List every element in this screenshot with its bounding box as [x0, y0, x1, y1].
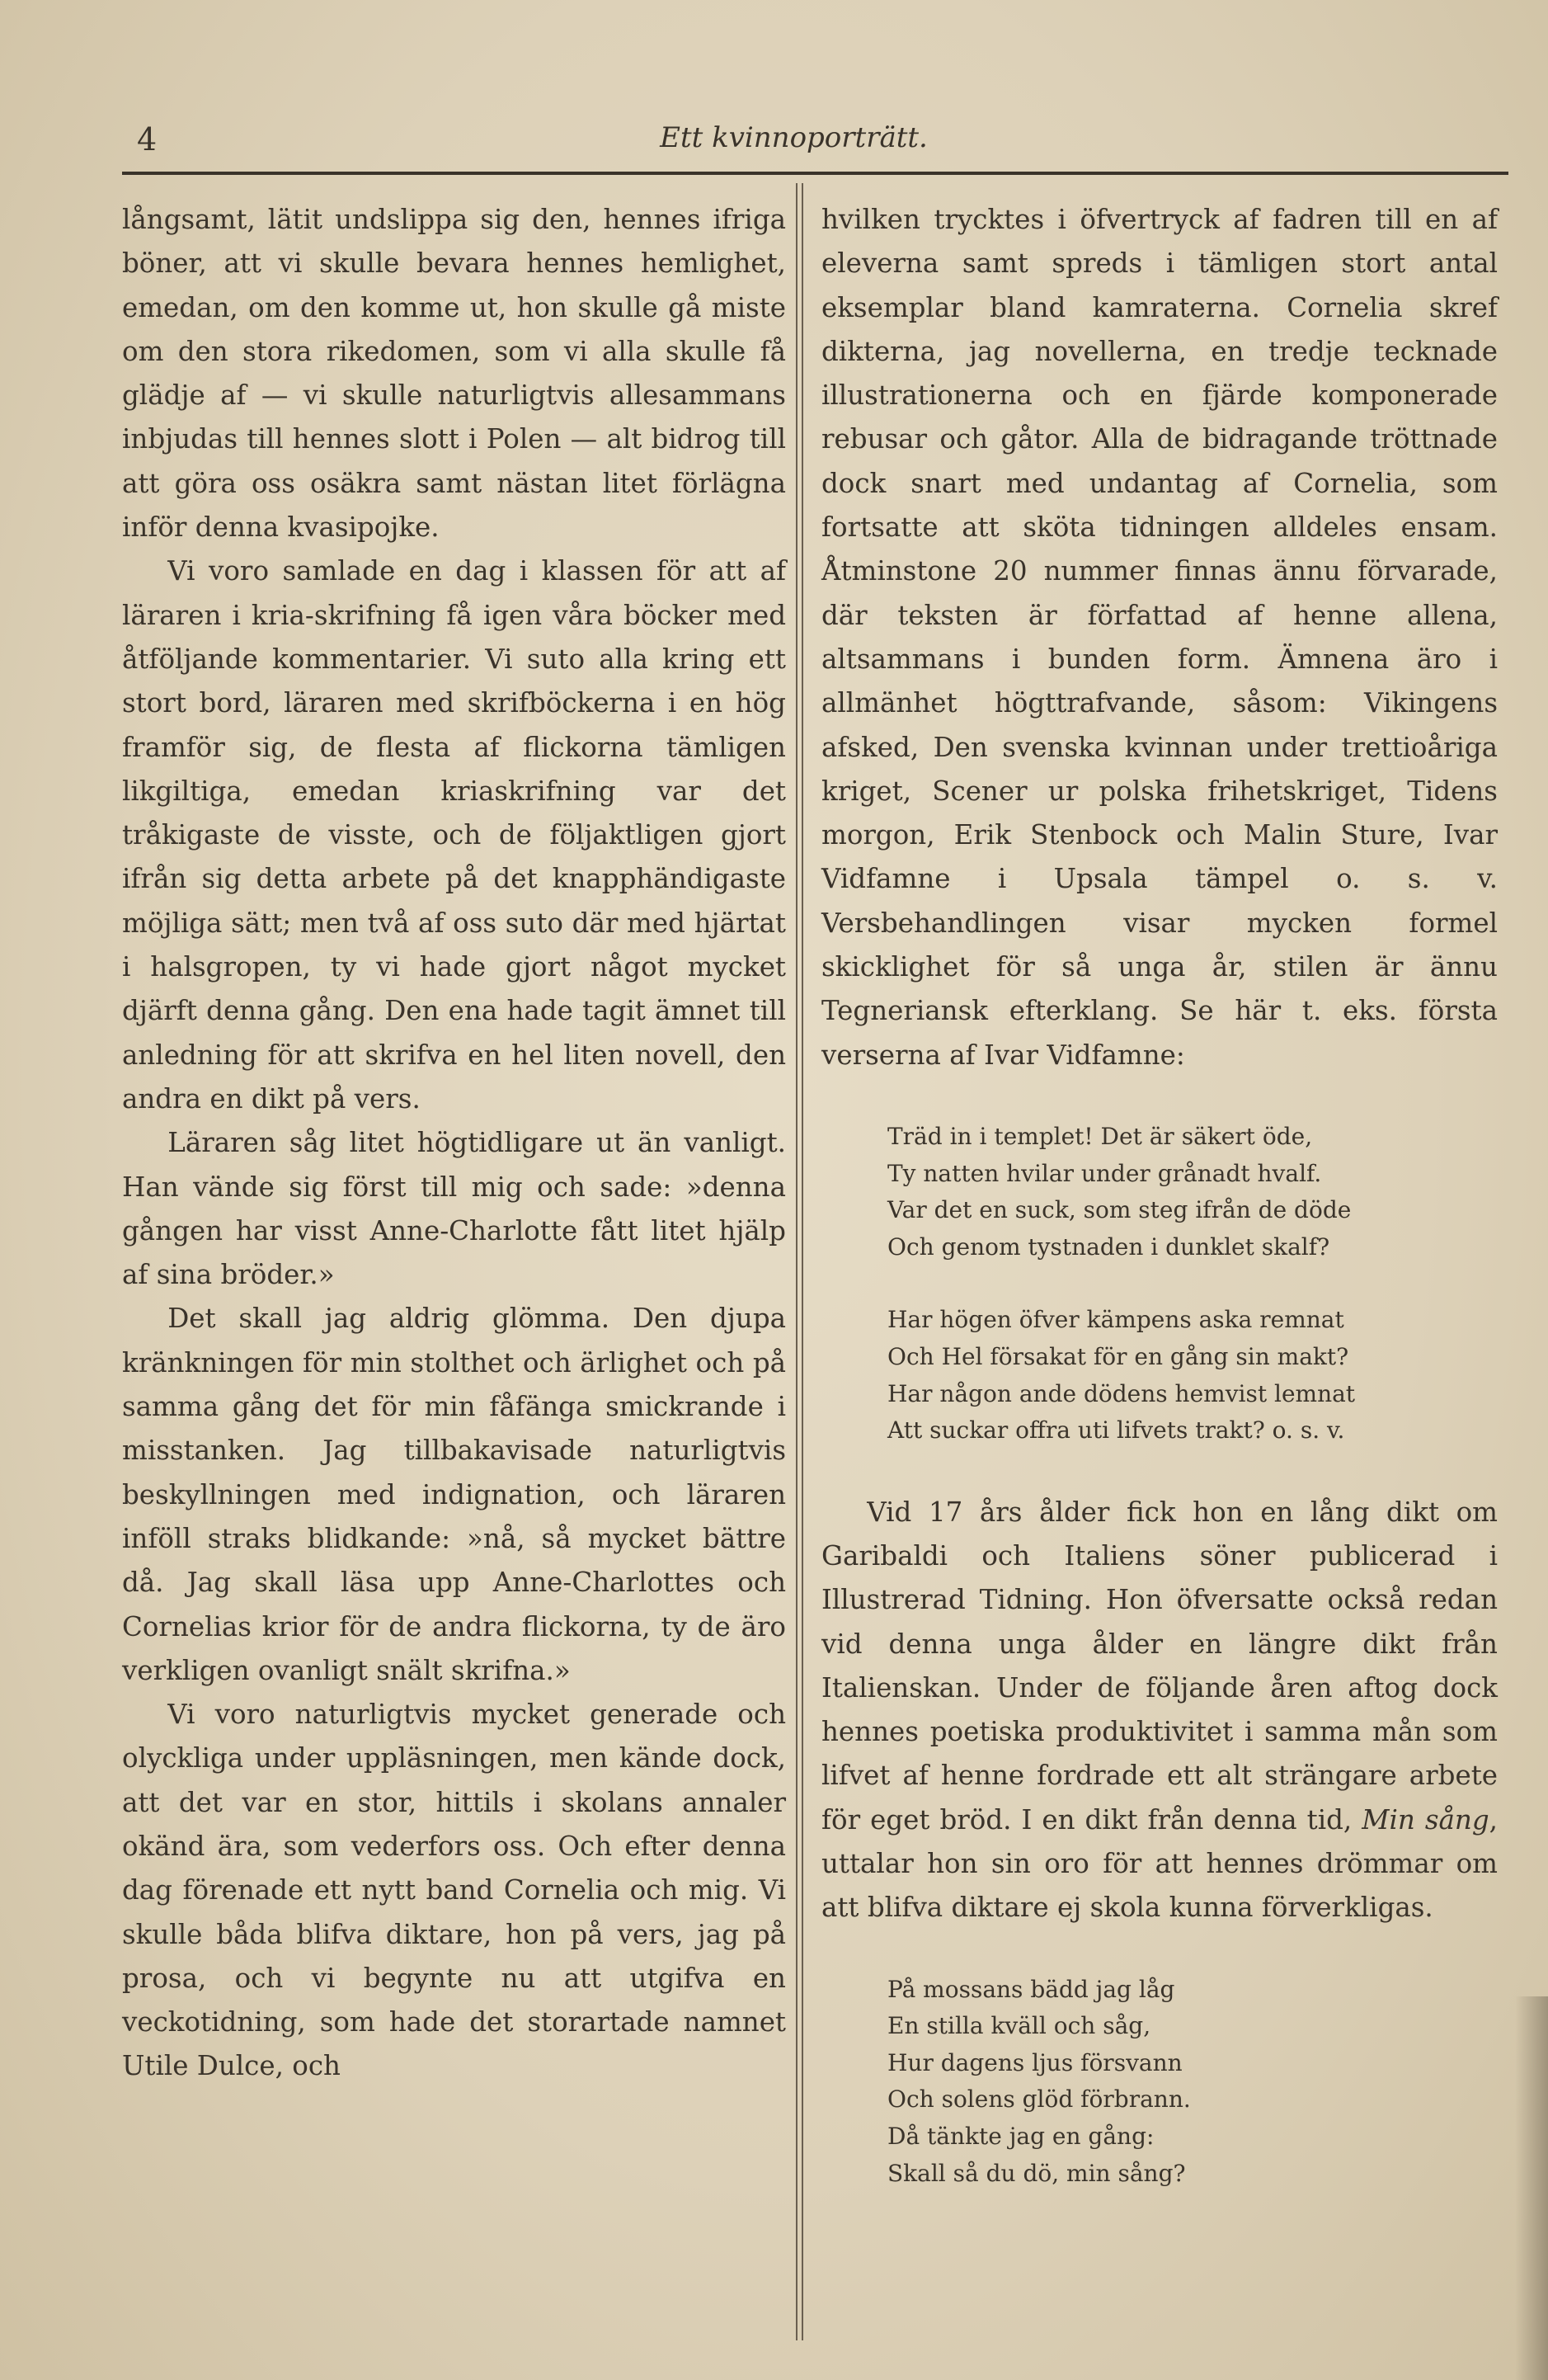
poem-line: Skall så du dö, min sång? — [887, 2159, 1186, 2187]
poem-line: Och solens glöd förbrann. — [887, 2085, 1191, 2114]
poem-line: Var det en suck, som steg ifrån de döde — [887, 1196, 1352, 1224]
paragraph: Vi voro samlade en dag i klassen för att af läraren i kria-skrifning få igen våra böcker med åtföljande kommentarier. Vi suto alla kring ett stort bord, läraren med skrifböckerna i en hög framför sig, de flesta af flickorna tämligen likgiltiga, emedan kriaskrifning var det tråkigaste de visste, och de följaktligen gjort ifrån sig detta arbete på det knapphändigaste möjliga sätt; men två af oss suto där med hjärtat i halsgropen, ty vi hade gjort något mycket djärft denna gång. Den ena hade tagit ämnet till anledning för att skrifva en hel liten novell, den andra en dikt på vers. — [122, 555, 786, 1115]
poem-line: Har högen öfver kämpens aska remnat — [887, 1306, 1344, 1334]
paragraph: Vi voro naturligtvis mycket generade och olyckliga under uppläsningen, men kände dock, att det var en stor, hittils i skolans annaler okänd ära, som vederfors oss. Och efter denna dag förenade ett nytt band Cornelia och mig. Vi skulle båda blifva diktare, hon på vers, jag på prosa, och vi begynte nu att utgifva en veckotidning, som hade det storartade namnet Utile Dulce, och — [122, 1699, 786, 2082]
paragraph-text: Vid 17 års ålder fick hon en lång dikt om Garibaldi och Italiens söner publicerad i Illustrerad Tidning. Hon öfversatte också redan vid denna unga ålder en längre dikt från Italienskan. Under de följande åren aftog dock hennes poetiska produktivitet i samma mån som lifvet af henne fordrade ett alt strängare arbete för eget bröd. I en dikt från denna tid, — [821, 1496, 1498, 1836]
poem-line: Har någon ande dödens hemvist lemnat — [887, 1379, 1356, 1407]
poem-min-sang — [887, 1972, 1498, 2193]
paragraph: Det skall jag aldrig glömma. Den djupa kränkningen för min stolthet och ärlighet och på samma gång det för min fåfänga smickrande i misstanken. Jag tillbakavisade naturligtvis beskyllningen med indignation, och läraren inföll straks blidkande: »nå, så mycket bättre då. Jag skall läsa upp Anne-Charlottes och Cornelias krior för de andra flickorna, ty de äro verkligen ovanligt snält skrifna.» — [122, 1303, 786, 1686]
page-number: 4 — [137, 121, 158, 158]
poem-ivar-vidfamne — [887, 1119, 1498, 1449]
paragraph: hvilken trycktes i öfvertryck af fadren till en af eleverna samt spreds i tämligen stort antal eksemplar bland kamraterna. Cornelia skref dikterna, jag novellerna, en tredje tecknade illustrationerna och en fjärde komponerade rebusar och gåtor. Alla de bidragande tröttnade dock snart med undantag af Cornelia, som fortsatte att sköta tidningen alldeles ensam. Åtminstone 20 nummer finnas ännu förvarade, där teksten är författad af henne allena, altsammans i bunden form. Ämnena äro i allmänhet högttrafvande, såsom: Vikingens afsked, Den svenska kvinnan under trettioåriga kriget, Scener ur polska frihetskriget, Tidens morgon, Erik Stenbock och Malin Sture, Ivar Vidfamne i Upsala tämpel o. s. v. Versbehandlingen visar mycken formel skicklighet för så unga år, stilen är ännu Tegneriansk efterklang. Se här t. eks. första verserna af Ivar Vidfamne: — [821, 204, 1498, 1071]
poem-line: Att suckar offra uti lifvets trakt? o. s. v. — [887, 1416, 1345, 1444]
poem-line: Och genom tystnaden i dunklet skalf? — [887, 1232, 1330, 1261]
paragraph — [821, 1491, 1498, 1930]
poem-line: Då tänkte jag en gång: — [887, 2123, 1155, 2151]
column-divider-second-line — [802, 183, 803, 2340]
page-header — [122, 121, 1466, 173]
left-column — [122, 198, 786, 2089]
column-divider — [796, 183, 798, 2340]
poem-line: Ty natten hvilar under grånadt hvalf. — [887, 1159, 1322, 1187]
page-edge-shadow — [1515, 1996, 1548, 2380]
poem-line: Hur dagens ljus försvann — [887, 2048, 1183, 2076]
poem-line: Träd in i templet! Det är säkert öde, — [887, 1122, 1313, 1150]
poem-title-italic: Min sång — [1362, 1803, 1489, 1836]
paragraph: långsamt, lätit undslippa sig den, hennes ifriga böner, att vi skulle bevara hennes hemlighet, emedan, om den komme ut, hon skulle gå miste om den stora rikedomen, som vi alla skulle få glädje af — vi skulle naturligtvis allesammans inbjudas till hennes slott i Polen — alt bidrog till att göra oss osäkra samt nästan litet förlägna inför denna kvasipojke. — [122, 204, 786, 544]
poem-line: På mossans bädd jag låg — [887, 1975, 1175, 2003]
header-rule — [122, 172, 1508, 175]
poem-line: En stilla kväll och såg, — [887, 2012, 1151, 2040]
poem-line: Och Hel försakat för en gång sin makt? — [887, 1342, 1349, 1370]
stanza-gap — [887, 1265, 1498, 1302]
paragraph: Läraren såg litet högtidligare ut än vanligt. Han vände sig först till mig och sade: »denna gången har visst Anne-Charlotte fått litet hjälp af sina bröder.» — [122, 1127, 786, 1291]
running-title: Ett kvinnoporträtt. — [660, 121, 928, 154]
right-column — [821, 198, 1498, 2233]
paragraph-text: , uttalar hon sin oro för att hennes drömmar om att blifva diktare ej skola kunna förverkligas. — [821, 1803, 1498, 1924]
